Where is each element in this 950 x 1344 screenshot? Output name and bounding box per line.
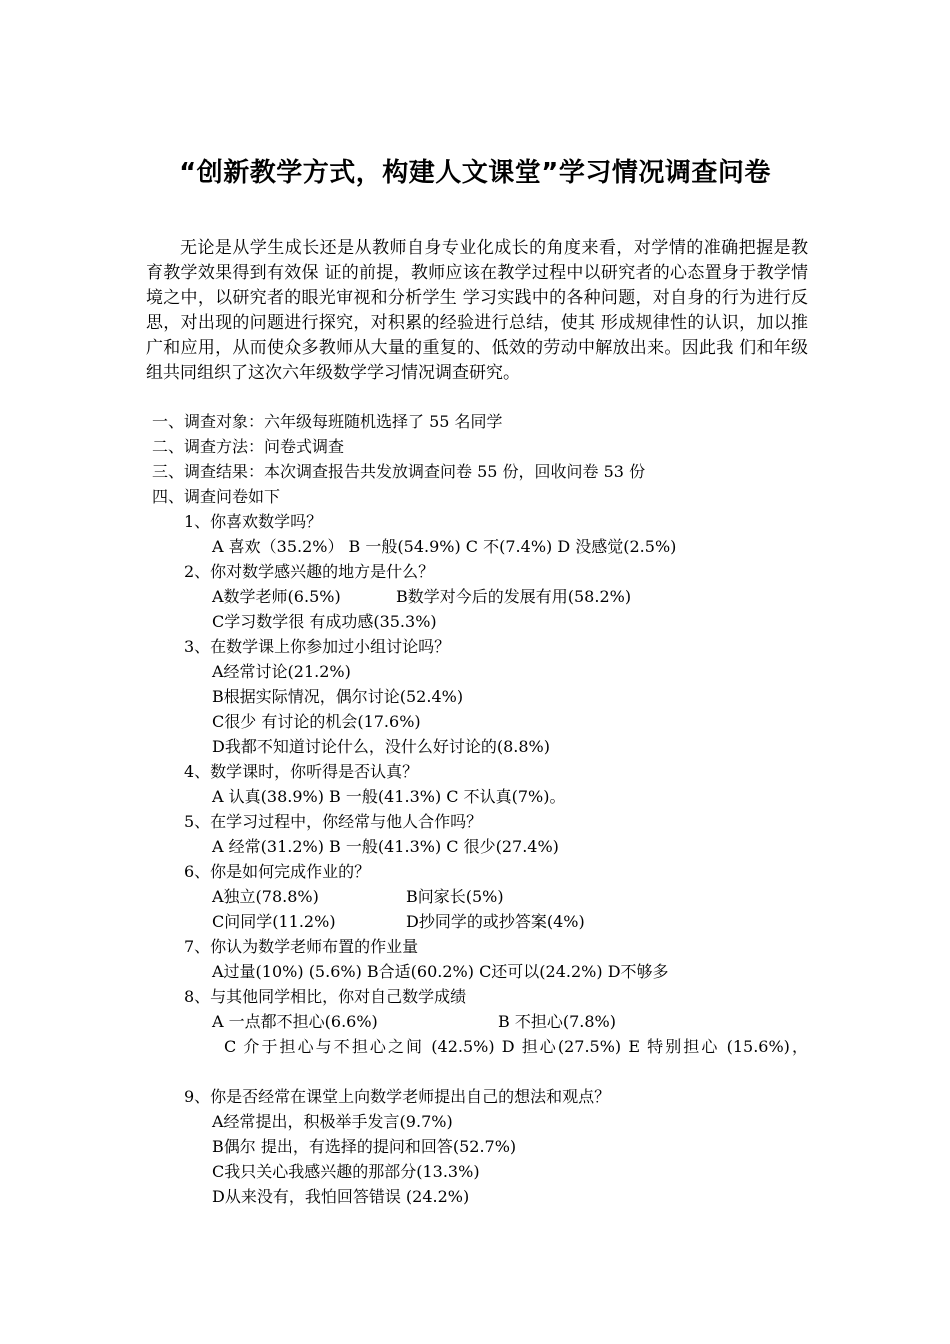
section-subjects: 一、调查对象：六年级每班随机选择了 55 名同学 (152, 412, 503, 431)
question-2-option-a: A数学老师(6.5%) (212, 587, 341, 606)
intro-paragraph: 无论是从学生成长还是从教师自身专业化成长的角度来看，对学情的准确把握是教育教学效果得到有效保 证的前提，教师应该在教学过程中以研究者的心态置身于教学情境之中，以研究者的眼光审视和分析学生 学习实践中的各种问题，对自身的行为进行反思，对出现的问题进行探究，对积累的经验进行总结，使其 形成规律性的认识，加以推广和应用，从而使众多教师从大量的重复的、低效的劳动中解放出来。因此我 们和年级组共同组织了这次六年级数学学习情况调查研究。 (146, 238, 808, 383)
question-6-option-b: B问家长(5%) (406, 887, 504, 906)
question-2-option-b: B数学对今后的发展有用(58.2%) (396, 587, 632, 606)
question-5-options: A 经常(31.2%) B 一般(41.3%) C 很少(27.4%) (212, 837, 559, 856)
question-8-option-b: B 不担心(7.8%) (498, 1012, 616, 1031)
question-2-option-c: C学习数学很 有成功感(35.3%) (212, 612, 437, 631)
section-results: 三、调查结果：本次调查报告共发放调查问卷 55 份，回收问卷 53 份 (152, 462, 646, 481)
question-3-option-c: C很少 有讨论的机会(17.6%) (212, 712, 421, 731)
question-6: 6、你是如何完成作业的？ (184, 862, 371, 881)
question-9: 9、你是否经常在课堂上向数学老师提出自己的想法和观点？ (184, 1087, 611, 1106)
question-9-option-b: B偶尔 提出，有选择的提问和回答(52.7%) (212, 1137, 517, 1156)
question-6-option-a: A独立(78.8%) (212, 887, 319, 906)
question-7-options: A过量(10%) (5.6%) B合适(60.2%) C还可以(24.2%) D不够多 (212, 962, 669, 981)
question-9-option-a: A经常提出，积极举手发言(9.7%) (212, 1112, 453, 1131)
question-3-option-a: A经常讨论(21.2%) (212, 662, 351, 681)
question-3-option-d: D我都不知道讨论什么，没什么好讨论的(8.8%) (212, 737, 550, 756)
question-5: 5、在学习过程中，你经常与他人合作吗？ (184, 812, 483, 831)
question-3-option-b: B根据实际情况，偶尔讨论(52.4%) (212, 687, 464, 706)
question-1-options: A 喜欢（35.2%） B 一般(54.9%) C 不(7.4%) D 没感觉(2.5%) (212, 537, 677, 556)
question-8: 8、与其他同学相比，你对自己数学成绩 (184, 987, 467, 1006)
question-8-option-a: A 一点都不担心(6.6%) (212, 1012, 378, 1031)
question-6-option-c: C问同学(11.2%) (212, 912, 336, 931)
question-2: 2、你对数学感兴趣的地方是什么？ (184, 562, 435, 581)
question-8-options-cde: C 介于担心与不担心之间 (42.5%) D 担心(27.5%) E 特别担心 (15.6%)， (224, 1037, 808, 1056)
question-3: 3、在数学课上你参加过小组讨论吗？ (184, 637, 451, 656)
question-7: 7、你认为数学老师布置的作业量 (184, 937, 419, 956)
section-method: 二、调查方法：问卷式调查 (152, 437, 345, 456)
section-questionnaire: 四、调查问卷如下 (152, 487, 281, 506)
document-title: “创新教学方式，构建人文课堂”学习情况调查问卷 (179, 158, 771, 188)
question-9-option-d: D从来没有，我怕回答错误 (24.2%) (212, 1187, 470, 1206)
question-1: 1、你喜欢数学吗？ (184, 512, 323, 531)
question-6-option-d: D抄同学的或抄答案(4%) (406, 912, 585, 931)
question-4-options: A 认真(38.9%) B 一般(41.3%) C 不认真(7%)。 (212, 787, 566, 806)
question-9-option-c: C我只关心我感兴趣的那部分(13.3%) (212, 1162, 480, 1181)
question-4: 4、数学课时，你听得是否认真？ (184, 762, 419, 781)
